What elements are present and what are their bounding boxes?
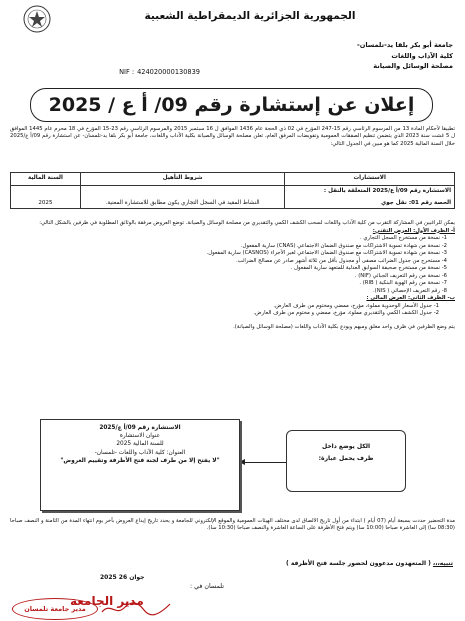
list-item: 6- نسخة من رقم التعريف الجبائي (NIF) .	[354, 272, 447, 279]
deadline-paragraph: مدة التحضير حددت بسبعة أيام (07 أيام ) ابتداء من أول تاريخ الالصاق لدى مختلف الهيئات العمومية والموقع الإلكتروني للجامعة و يحدد تاريخ إيداع العروض بآخر يوم انتهاء المدة من الثامنة و النصف صباحا (08:30 سا) إلى العاشرة صباحا (10:00 سا) ويتم فتح الأظرفة على الساعة العاشرة والنصف صباحا (10:30 سا).	[10, 518, 455, 532]
list-item: 7- نسخة من رقم الهوية البنكية ( RIB) .	[359, 280, 447, 286]
table-header-row	[11, 173, 455, 186]
nif-line	[30, 68, 200, 76]
arrow-left-icon	[240, 462, 286, 463]
nif-label: NIF :	[119, 68, 135, 76]
list-item: 1- نسخة من مستخرج السجل التجاري .	[360, 235, 447, 241]
date-line	[100, 574, 145, 581]
requirements-section	[10, 220, 455, 331]
signature-icon	[100, 600, 172, 618]
cell-condition: النشاط المقيد في السجل التجاري يكون مطابق للاستشارة المعنية.	[80, 186, 285, 209]
faculty-name: كلية الآداب واللغات	[391, 51, 453, 60]
list-item: 2- نسخة من شهادة تسوية الاشتراكات مع صندوق الضمان الاجتماعي (CNAS) سارية المفعول.	[240, 242, 447, 249]
announcement-title: إعلان عن إستشارة رقم 09/ أ ع / 2025	[30, 88, 433, 122]
header-year: السنة المالية	[11, 173, 81, 186]
closing-paragraph: يتم وضع الظرفين في ظرف واحد مغلق ومبهم ويودع بكلية الآداب واللغات (مصلحة الوسائل والصيانة).	[233, 323, 455, 330]
notice-line	[286, 560, 453, 567]
notice-label: تنبيه،،،	[432, 560, 453, 567]
header-consultations: الاستشارات	[285, 173, 455, 186]
cell-consultation	[285, 186, 455, 209]
emblem-icon	[22, 4, 52, 34]
envelope1-heading: أ- الظرف الأول: العرض التقني:	[372, 227, 455, 234]
envelope-line1: الكل يوضع داخل	[321, 443, 371, 450]
list-item: 5- نسخة من مستخرج صحيفة السوابق العدلية للمتعهد سارية المفعول .	[290, 265, 447, 271]
nif-value: 424020000130839	[137, 68, 200, 76]
invite-paragraph: يمكن للراغبين في المشاركة التقرب من كلية الآداب واللغات لسحب الكشف الكمي والتقديري من مصلحة الوسائل والصيانة. توضع العروض مرفقة بالوثائق المطلوبة في ظرفين بالشكل التالي:	[39, 220, 455, 226]
place-label: تلمسان في :	[190, 583, 225, 590]
list-item: 2- جدول الكشف الكمي والتقديري مملوء، مؤرخ، ممضي و مختوم من طرف العارض.	[253, 310, 439, 316]
service-name: مصلحة الوسائل والصيانة	[373, 62, 453, 70]
consultation-table	[10, 172, 455, 209]
header-conditions: شروط التأهيل	[80, 173, 285, 186]
official-stamp: مدير جامعة تلمسان	[12, 598, 98, 620]
list-item: 8- رقم التعريف الإحصائي ( NIS).	[372, 287, 447, 294]
intro-paragraph: تطبيقا لأحكام المادة 13 من المرسوم الرئاسي رقم 15-247 المؤرخ في 02 ذي الحجة عام 1436 الموافق ل 16 سبتمبر 2015 والمرسوم الرئاسي رقم 23-15 المؤرخ في 18 محرم عام 1445 الموافق ل 5 غشت سنة 2023 الذي يتضمن تنظيم الصفقات العمومية وتفويضات المرفق العام، تعلن مصلحة الوسائل والصيانة بكلية الآداب واللغات، جامعة أبو بكر بلقا يد-تلمسان- عن استشارة رقم 09/أ ع/2025 خلال السنة المالية 2025 كما هو مبين في الجدول التالي:	[10, 126, 455, 147]
list-item: 4- مستخرج من جدول الضرائب مصفى أو مجدول بأقل من ثلاثة أشهر صادر عن مصالح الضرائب.	[236, 257, 447, 264]
signatory-title: مدير الجامعة	[70, 594, 144, 608]
envelope-line2: ظرف يحمل عبارة:	[318, 455, 374, 462]
sample-line3: للسنة المالية 2025	[116, 441, 164, 448]
consultation-lot: الحصة رقم 01: نقل جوي	[381, 200, 451, 206]
sample-line2: عنوان الاستشارة	[119, 433, 161, 440]
republic-title: الجمهورية الجزائرية الديمقراطية الشعبية	[144, 10, 356, 22]
envelope2-heading: ب- الظرف الثاني: العرض المالي :	[366, 295, 455, 301]
envelope-instruction-box	[286, 430, 406, 492]
sample-line4: العنوان: كلية الآداب واللغات -تلمسان-	[94, 449, 186, 456]
cell-year: 2025	[11, 186, 81, 209]
notice-text: ( المتعهدون مدعوون لحضور جلسة فتح الأظرفة )	[285, 560, 433, 567]
consultation-title: الاستشارة رقم 09/أ ع/2025 المتعلقة بالنقل :	[323, 188, 451, 194]
table-row	[11, 186, 455, 209]
list-item: 1- جدول الأسعار الوحدوية مملوء، مؤرخ، ممضي ومختوم من طرف العارض.	[273, 302, 439, 309]
sample-line1: الاستشارة رقم 09/أ ع/2025	[99, 425, 181, 431]
date-value: 2025 جوان 26	[100, 574, 145, 581]
university-name: جامعة أبو بكر بلقا يد-تلمسان-	[356, 41, 453, 49]
envelope-sample-box	[40, 419, 240, 511]
institution-header	[223, 40, 453, 72]
list-item: 3- نسخة من شهادة تسوية الاشتراكات مع صندوق الضمان الاجتماعي لغير الأجراء (CASNOS) سارية المفعول.	[206, 250, 447, 256]
sample-line5: "لا يفتح إلا من طرف لجنة فتح الأظرفة وتقييم العروض"	[60, 457, 220, 464]
